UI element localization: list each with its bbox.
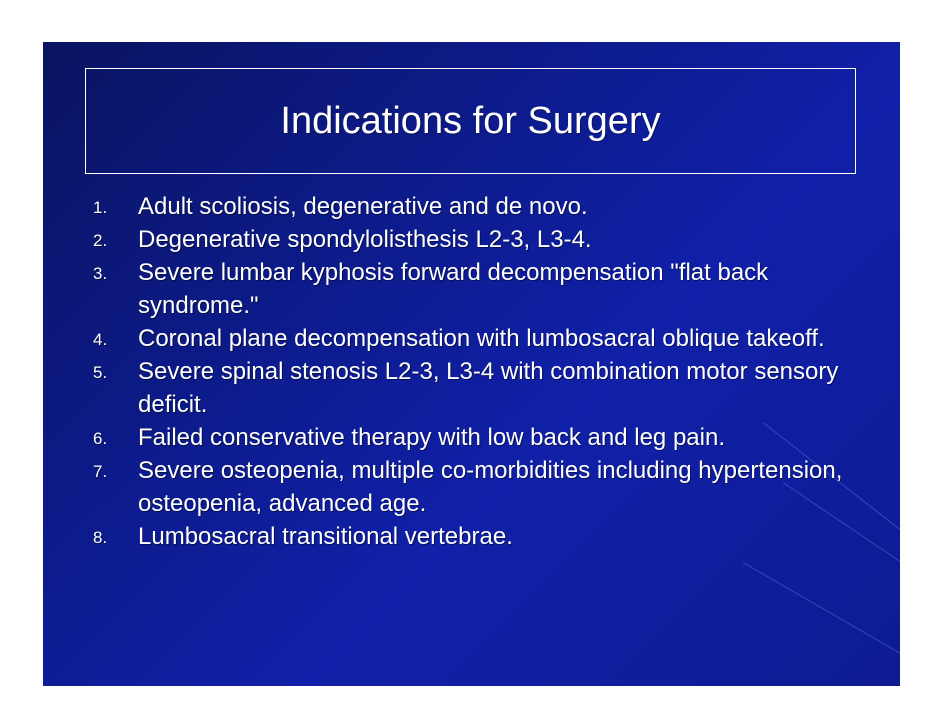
list-item-text: Failed conservative therapy with low back and leg pain. [138,424,725,451]
list-item [43,454,843,520]
list-item-number: 6. [93,429,108,448]
list-item-number: 7. [93,462,108,481]
list-item-text: Severe osteopenia, multiple co-morbidities including hypertension, osteopenia, advanced age. [138,457,843,517]
list-item-number: 1. [93,198,108,217]
list-item [43,421,843,454]
title-box [85,68,856,174]
slide [43,42,900,686]
list-item [43,256,843,322]
list-item [43,355,843,421]
list-item-text: Coronal plane decompensation with lumbosacral oblique takeoff. [138,325,825,352]
decorative-line [743,562,900,673]
list-item-number: 4. [93,330,108,349]
list-item-number: 5. [93,363,108,382]
list-item-number: 2. [93,231,108,250]
list-item-number: 8. [93,528,108,547]
list-item-text: Adult scoliosis, degenerative and de novo. [138,193,588,220]
list-item-text: Degenerative spondylolisthesis L2-3, L3-4. [138,226,592,253]
indications-list [43,190,843,553]
list-item [43,520,843,553]
list-item [43,223,843,256]
list-item-text: Severe lumbar kyphosis forward decompensation "flat back syndrome." [138,259,769,319]
slide-title: Indications for Surgery [280,99,661,142]
list-item-number: 3. [93,264,108,283]
list-item [43,322,843,355]
list-item-text: Severe spinal stenosis L2-3, L3-4 with combination motor sensory deficit. [138,358,839,418]
list-item-text: Lumbosacral transitional vertebrae. [138,523,513,550]
list-item [43,190,843,223]
